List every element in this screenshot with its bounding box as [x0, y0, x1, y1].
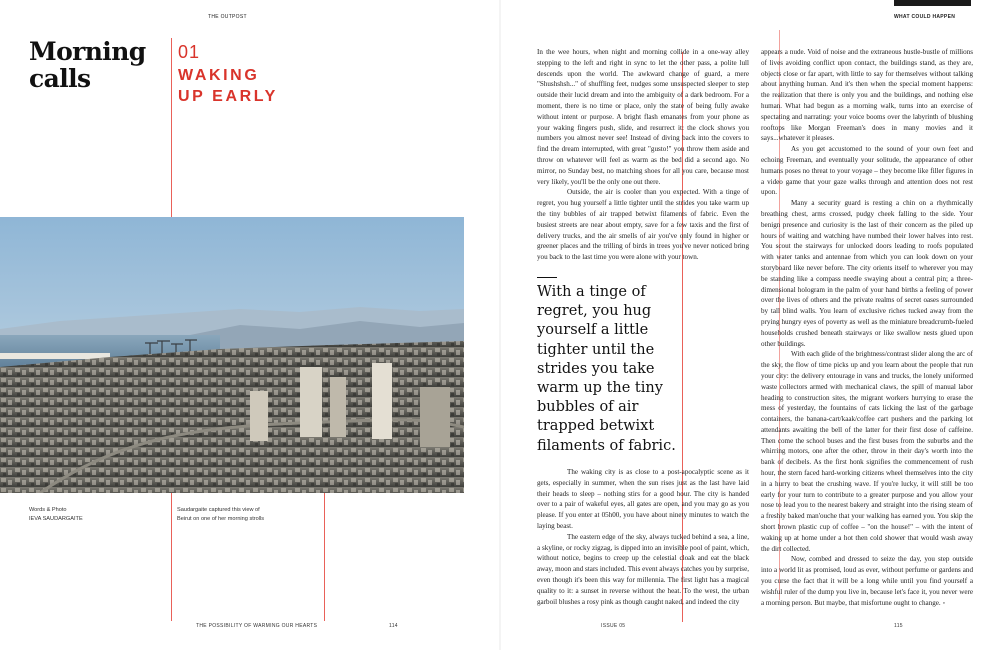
paragraph: The waking city is as close to a post-apocalyptic scene as it gets, especially in summer, when the sun rises just as the last have laid their heads to sleep – nothing stirs for a good hour. The city is handed over to a pair of wakeful eyes, all gates are open, and you may go as you please. If you enter at 05h00, you have about ninety minutes to watch the laying beast. — [537, 468, 749, 530]
title-line-1: Morning — [29, 37, 146, 66]
title-line-2: calls — [29, 64, 91, 93]
chapter-title — [178, 65, 328, 107]
running-head-bar — [894, 0, 971, 6]
footer-left-label: THE POSSIBILITY OF WARMING OUR HEARTS — [196, 623, 318, 629]
byline-label: Words & Photo — [29, 507, 67, 513]
chapter-heading — [178, 42, 328, 107]
page-number-right: 115 — [894, 623, 903, 629]
page-gutter — [499, 0, 501, 650]
paragraph: Outside, the air is cooler than you expected. With a tinge of regret, you hug yourself a little tighter until the strides you take warm up the tiny bubbles of air trapped betwixt filaments of fabric. Even the busiest streets are near about empty, save for a few taxis and the first of delivery trucks, and the air smells of air you've only found in higher or greener places and the trilling of birds in trees you've never noticed bring you back to the last time you were alone with your town. — [537, 188, 749, 262]
paragraph: Many a security guard is resting a chin on a rhythmically breathing chest, arms crossed, pudgy cheek falling to the side. Your benign presence and curiosity is the last of their concern as the piled up hours of waiting and watching have numbed their lower halves into rest. You scout the stairways for unlocked doors leading to roofs populated with water tanks and antennae from which you can look down on your storyboard like never before. The city orients itself to wherever you may be standing like a compass needle swaying about a central pin; a three-dimensional hologram in the palm of your hand births a feeling of power over the lives of others and the private realms of secret oases surrounded by tall blind walls. You learn of exclusive riches tucked away from the prying hungry eyes of poverty as well as the miniature breadcrumb-fueled households crushed beneath stairways or like swallow nests glued upon other buildings. — [761, 199, 973, 348]
byline-name: IEVA SAUDARGAITE — [29, 516, 83, 522]
chapter-number: 01 — [178, 42, 201, 62]
body-column-1-bottom — [537, 467, 749, 607]
body-column-1-top — [537, 47, 749, 263]
body-column-2 — [761, 47, 973, 608]
paragraph: In the wee hours, when night and morning collide in a one-way alley stepping to the left and right in sync to let the other pass, a polite lull descends upon the world. The awkward change of guard, a mere "Shushshsh..." of shuffling feet, nudges some unsuspected sleeper to step outside their lucid dream and into the ambiguity of a dark bedroom. For a moment, there is no time or place, only the state of being fully awake without intent or purpose. A bright flash emanates from your phone as your waking fingers push, slide, and resurrect it: the clock shows you numbers you almost never see! Instead of diving back into the covers to find the dream interrupted, with great "gusto!" you throw them aside and throw on whatever will feel as warm as the bed did a second ago. No mirror, no Sunday best, no matching shoes for all you care, because most very likely, you'll be the only one out there. — [537, 48, 749, 186]
paragraph: As you get accustomed to the sound of your own feet and echoing Freeman, and eventually your solitude, the appearance of other humans poses no threat to your voyage – they become like filler figures in a video game that your gaze walks through and attention does not rest upon. — [761, 145, 973, 197]
city-photo-image — [0, 217, 464, 493]
pull-quote-rule — [537, 277, 557, 278]
city-photo — [0, 217, 464, 493]
page-number-left: 114 — [389, 623, 398, 629]
paragraph: With each glide of the brightness/contrast slider along the arc of the sky, the flow of time picks up and you learn about the people that run your city: the delivery entourage in vans and trucks, the lonely uniformed waste collectors armed with mechanical claws, the spill of manual labor heading to construction sites, the migrant workers hurrying to erase the mess of yesterday, the fountains of cats licking the last of the garbage containers, the banana-cart/kaak/coffee cart pushers and the parking lot attendants awaiting the bell of the latter for their first dose of caffeine. Then come the school buses and the first buses from the suburbs and the whirring motors, one after the other, throw in their day's worth into the bank of decibels. As the first honk signifies the commencement of rush hour, the stern faced hard-working citizens wheel themselves into the city in a hurry to beat the crushing wave. If you're lucky, it will still be too early for your turn to contribute to a greater purpose and you allow your nose to lead you to the nearest bakery and straight into the rising steam of a freshly baked man'ouche that your walking has earned you. You skip the short brown plastic cup of coffee – "on the house!" – with the intent of waking up at home under a hot then cold shower that would wash away the dirt collected. — [761, 350, 973, 553]
byline — [29, 506, 83, 524]
caption-line-2: Beirut on one of her morning strolls — [177, 516, 265, 522]
running-head-left: THE OUTPOST — [208, 14, 247, 20]
article-title — [29, 38, 159, 92]
pull-quote: With a tinge of regret, you hug yourself a little tighter until the strides you take warm up the tiny bubbles of air trapped betwixt filaments of fabric. — [537, 284, 676, 454]
chapter-title-line-1: WAKING — [178, 67, 260, 84]
caption-line-1: Saudargaite captured this view of — [177, 507, 260, 513]
paragraph: appears a nude. Void of noise and the extraneous hustle-bustle of millions of lives avoiding conflict upon contact, the buildings stand, as they are, objects close or far apart, with little to say for themselves without talking about anything human. And it's then when the special moment happens: the realization that there is only you and the buildings, and nothing else human. What had begun as a morning walk, turns into an exercise of spectating and narrating: your voice booms over the labyrinth of blushing rooftops like Morgan Freeman's does in many movies and it says...whatever it pleases. — [761, 48, 973, 143]
paragraph: Now, combed and dressed to seize the day, you step outside into a world lit as promised, loud as ever, without perfume or gardens and you curse the fact that it will be a long while until you find yourself a wishful ruler of the dump you live in, because let's face it, you never were a morning person. But maybe, that misfortune ought to change. ◦ — [761, 555, 973, 607]
chapter-title-line-2: UP EARLY — [178, 88, 278, 105]
photo-caption — [177, 506, 264, 524]
footer-issue: ISSUE 05 — [601, 623, 626, 629]
running-head-right: WHAT COULD HAPPEN — [894, 14, 956, 20]
paragraph: The eastern edge of the sky, always tucked behind a sea, a line, a skyline, or rocky zigzag, is dipped into an invisible pool of paint, which, without notice, begins to creep up the celestial cloak and eat the black away, moon and stars included. This event always catches you by surprise, even though it's been this way for millennia. The first light has a magical quality to it: a sunset in reverse without the heat. To the west, the urban garboil blushes a rosy pink as though caught naked, and indeed the city — [537, 532, 749, 606]
